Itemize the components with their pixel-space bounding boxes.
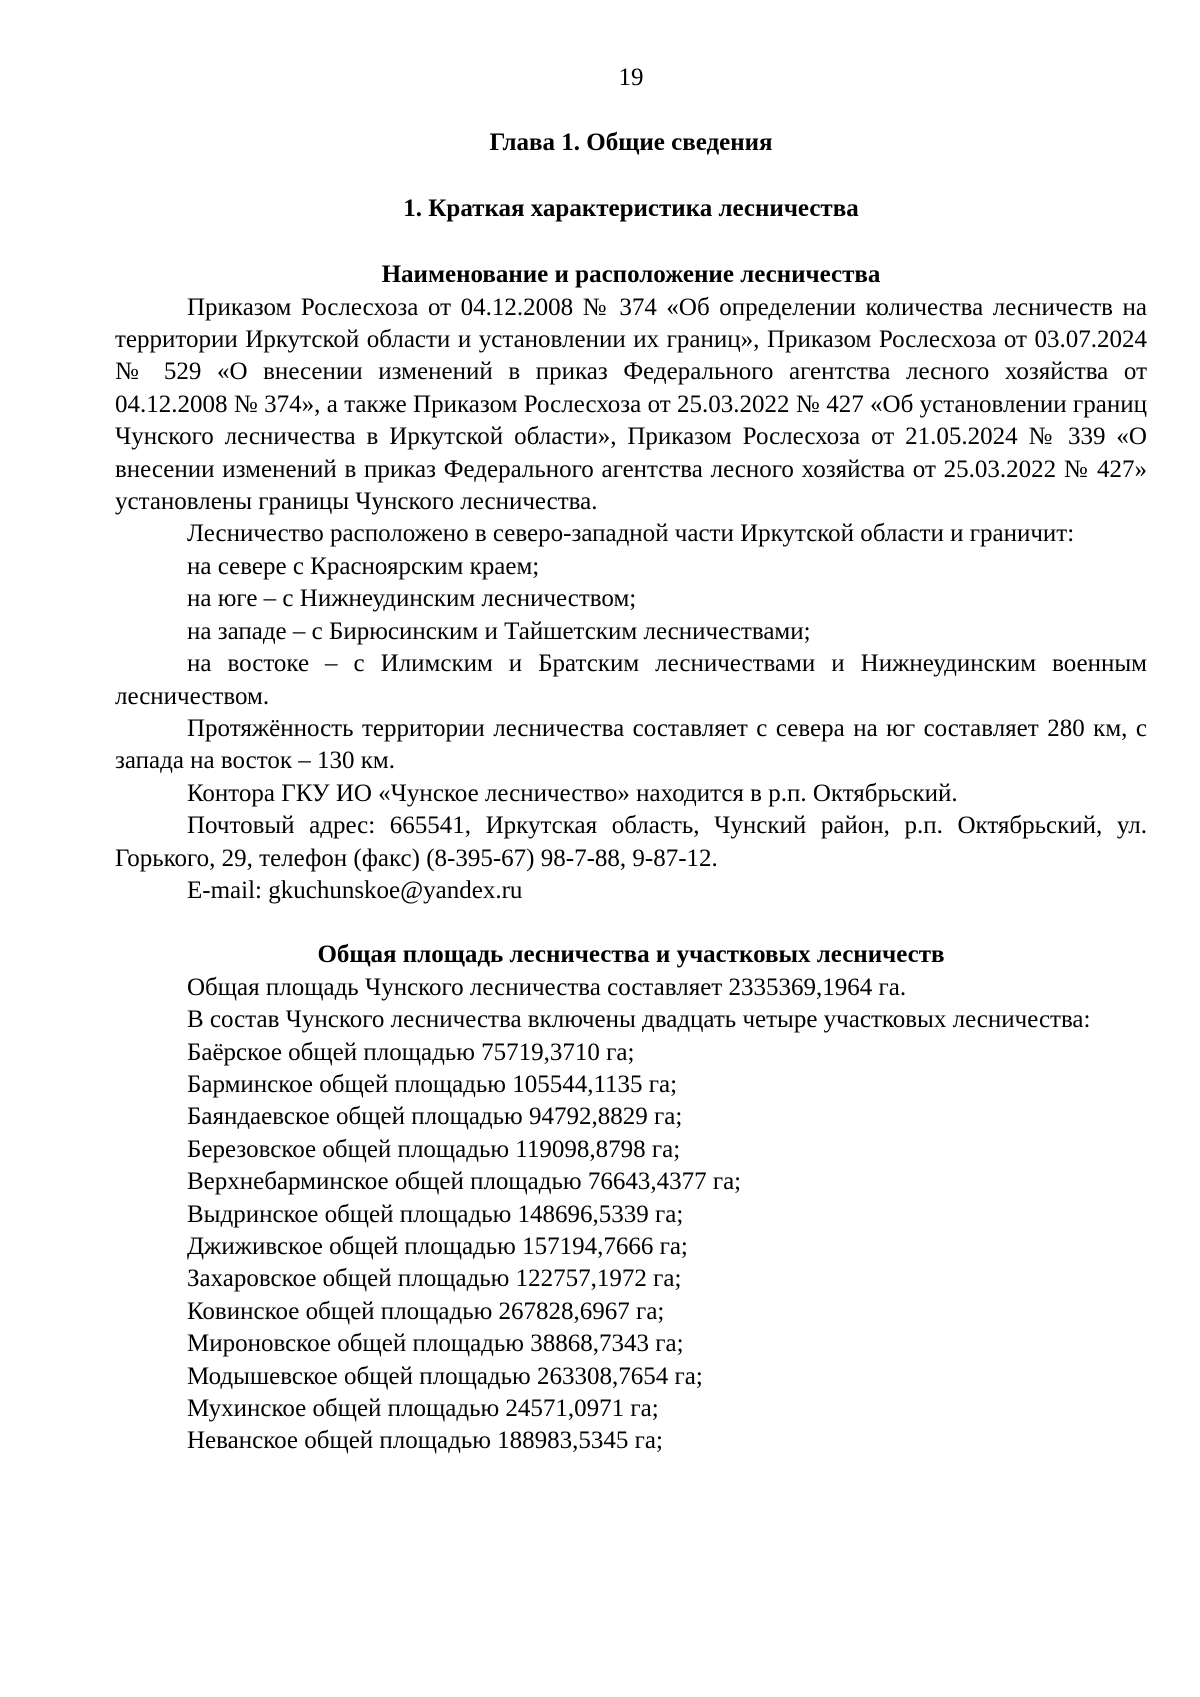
subsection-title-area: Общая площадь лесничества и участковых лесничеств bbox=[317, 941, 945, 969]
list-item: Захаровское общей площадью 122757,1972 га; bbox=[187, 1265, 682, 1293]
page-number: 19 bbox=[618, 64, 644, 91]
list-item: Выдринское общей площадью 148696,5339 га; bbox=[187, 1200, 684, 1228]
paragraph-extent: Протяжённость территории лесничества составляет с севера на юг составляет 280 км, с запада на восток – 130 км. bbox=[115, 714, 1147, 775]
paragraph-total-area: Общая площадь Чунского лесничества составляет 2335369,1964 га. bbox=[187, 973, 907, 1001]
paragraph-composition: В состав Чунского лесничества включены двадцать четыре участковых лесничества: bbox=[187, 1006, 1091, 1034]
section-title: 1. Краткая характеристика лесничества bbox=[403, 194, 859, 222]
border-east: на востоке – с Илимским и Братским лесничествами и Нижнеудинским военным лесничеством. bbox=[115, 650, 1147, 710]
subsection-title-location: Наименование и расположение лесничества bbox=[381, 261, 881, 289]
list-item: Джиживское общей площадью 157194,7666 га; bbox=[187, 1233, 688, 1260]
list-item: Модышевское общей площадью 263308,7654 га; bbox=[187, 1362, 703, 1390]
list-item: Верхнебарминское общей площадью 76643,4377 га; bbox=[187, 1168, 742, 1196]
list-item: Мироновское общей площадью 38868,7343 га; bbox=[187, 1330, 684, 1358]
paragraph-office: Контора ГКУ ИО «Чунское лесничество» находится в р.п. Октябрьский. bbox=[187, 779, 958, 807]
paragraph-location: Лесничество расположено в северо-западной части Иркутской области и граничит: bbox=[187, 520, 1075, 548]
border-west: на западе – с Бирюсинским и Тайшетским лесничествами; bbox=[187, 617, 811, 645]
border-north: на севере с Красноярским краем; bbox=[187, 552, 540, 580]
border-south: на юге – с Нижнеудинским лесничеством; bbox=[187, 585, 637, 613]
list-item: Баёрское общей площадью 75719,3710 га; bbox=[187, 1038, 635, 1066]
list-item: Ковинское общей площадью 267828,6967 га; bbox=[187, 1297, 665, 1325]
list-item: Барминское общей площадью 105544,1135 га; bbox=[187, 1070, 678, 1098]
list-item: Березовское общей площадью 119098,8798 га; bbox=[187, 1135, 681, 1163]
list-item: Мухинское общей площадью 24571,0971 га; bbox=[187, 1395, 659, 1423]
chapter-title: Глава 1. Общие сведения bbox=[489, 129, 773, 157]
paragraph-email: E-mail: gkuchunskoe@yandex.ru bbox=[187, 876, 523, 904]
paragraph-orders: Приказом Рослесхоза от 04.12.2008 № 374 «Об определении количества лесничеств на территории Иркутской области и установлении их границ», Приказом Рослесхоза от 03.07.2024 № 529 «О внесении изменений в приказ Федерального агентства лесного хозяйства от 04.12.2008 № 374», а также Приказом Рослесхоза от 25.03.2022 № 427 «Об установлении границ Чунского лесничества в Иркутской области», Приказом Рослесхоза от 21.05.2024 № 339 «О внесении изменений в приказ Федерального агентства лесного хозяйства от 25.03.2022 № 427» установлены границы Чунского лесничества. bbox=[115, 293, 1147, 516]
list-item: Неванское общей площадью 188983,5345 га; bbox=[187, 1427, 663, 1455]
document-page bbox=[115, 62, 1147, 1458]
list-item: Баяндаевское общей площадью 94792,8829 га; bbox=[187, 1103, 683, 1131]
paragraph-postal-address: Почтовый адрес: 665541, Иркутская область, Чунский район, р.п. Октябрьский, ул. Горького, 29, телефон (факс) (8-395-67) 98-7-88, 9-87-12. bbox=[115, 812, 1147, 872]
